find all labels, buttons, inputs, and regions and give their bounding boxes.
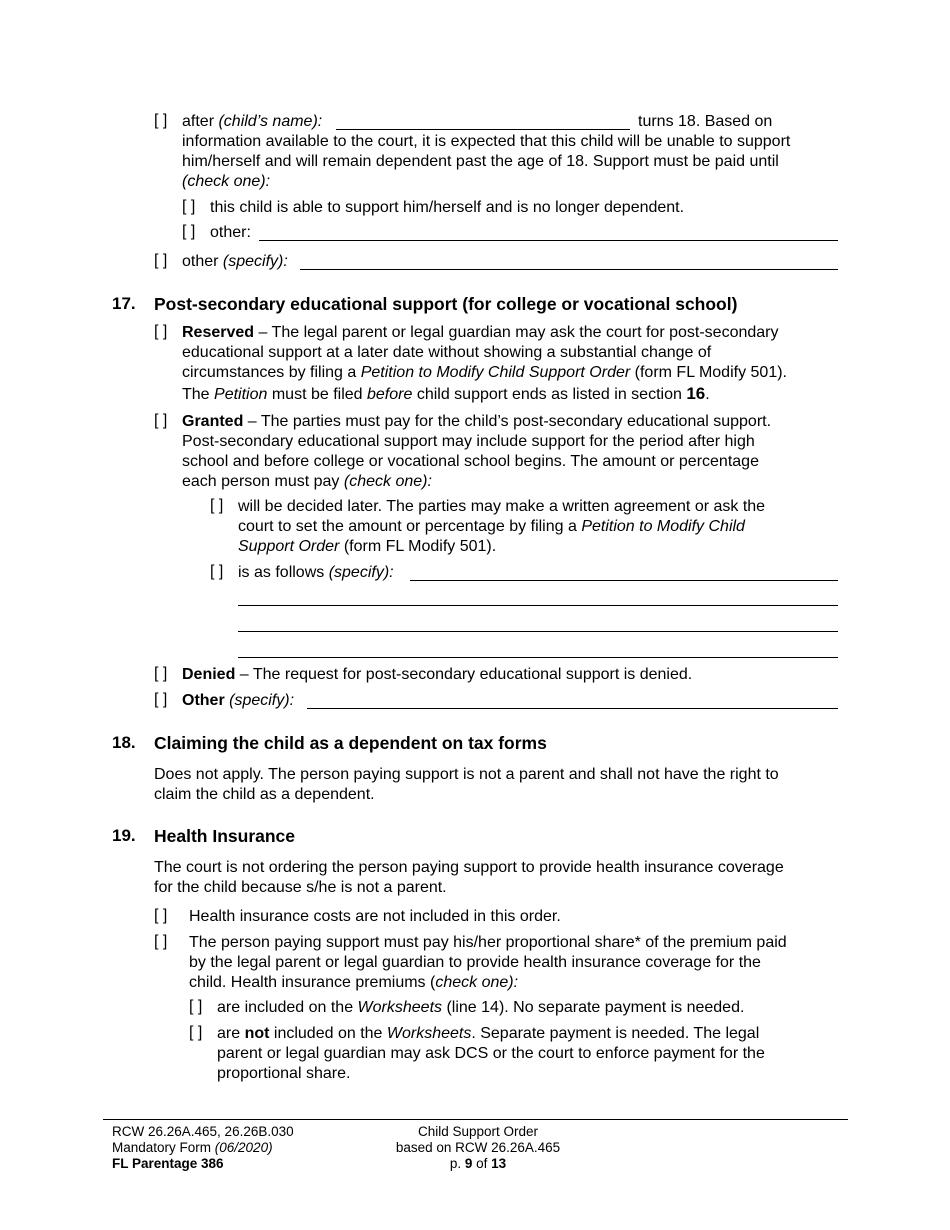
able-support-label: this child is able to support him/herself and is no longer dependent. xyxy=(210,199,685,216)
after-child-line3: him/herself and will remain dependent past the age of 18. Support must be paid until xyxy=(182,153,779,170)
checkbox-other-until[interactable]: [ ] xyxy=(182,223,196,240)
checkbox-able-support[interactable]: [ ] xyxy=(182,198,196,215)
after-child-line2: information available to the court, it is expected that this child will be unable to support xyxy=(182,133,791,150)
granted-line2: Post-secondary educational support may include support for the period after high xyxy=(182,433,755,450)
as-follows-field[interactable] xyxy=(410,580,838,581)
section-18-line2: claim the child as a dependent. xyxy=(154,786,375,803)
section-19-number: 19. xyxy=(112,826,136,845)
reserved-line2: educational support at a later date without showing a substantial change of xyxy=(182,344,712,361)
section-19-para-line1: The court is not ordering the person paying support to provide health insurance coverage xyxy=(154,859,784,876)
checkbox-not-included[interactable]: [ ] xyxy=(154,907,168,924)
as-follows-line-3[interactable] xyxy=(238,631,838,632)
section-18-number: 18. xyxy=(112,733,136,752)
as-follows-line-4[interactable] xyxy=(238,657,838,658)
not-included-ws-line2: parent or legal guardian may ask DCS or the court to enforce payment for the xyxy=(217,1045,765,1062)
checkbox-as-follows[interactable]: [ ] xyxy=(210,563,224,580)
after-child-line1: after (child’s name): xyxy=(182,113,323,130)
checkbox-other-specify[interactable]: [ ] xyxy=(154,252,168,269)
share-line2: by the legal parent or legal guardian to provide health insurance coverage for the xyxy=(189,954,761,971)
section-19-para-line2: for the child because s/he is not a parent. xyxy=(154,879,447,896)
after-child-check-one: (check one): xyxy=(182,173,271,190)
decided-later-line3: Support Order (form FL Modify 501). xyxy=(238,538,497,555)
other-until-field[interactable] xyxy=(259,240,838,241)
not-included-ws-line1: are not included on the Worksheets. Separate payment is needed. The legal xyxy=(217,1025,760,1042)
checkbox-other-17[interactable]: [ ] xyxy=(154,691,168,708)
denied-label: Denied – The request for post-secondary educational support is denied. xyxy=(182,666,693,683)
share-line1: The person paying support must pay his/her proportional share* of the premium paid xyxy=(189,934,787,951)
footer-left: RCW 26.26A.465, 26.26B.030 Mandatory Form (06/2020) FL Parentage 386 xyxy=(112,1124,294,1171)
decided-later-line2: court to set the amount or percentage by filing a Petition to Modify Child xyxy=(238,518,745,535)
footer-center: Child Support Order based on RCW 26.26A.465 p. 9 of 13 xyxy=(395,1124,561,1171)
child-name-field[interactable] xyxy=(336,129,630,130)
other-specify-field[interactable] xyxy=(300,269,838,270)
checkbox-proportional-share[interactable]: [ ] xyxy=(154,933,168,950)
as-follows-line-2[interactable] xyxy=(238,605,838,606)
checkbox-decided-later[interactable]: [ ] xyxy=(210,497,224,514)
other-17-label: Other (specify): xyxy=(182,692,295,709)
as-follows-label: is as follows (specify): xyxy=(238,564,394,581)
section-19-title: Health Insurance xyxy=(154,826,296,846)
not-included-ws-line3: proportional share. xyxy=(217,1065,351,1082)
section-17-number: 17. xyxy=(112,294,136,313)
decided-later-line1: will be decided later. The parties may make a written agreement or ask the xyxy=(238,498,766,515)
checkbox-after-child[interactable]: [ ] xyxy=(154,112,168,129)
checkbox-not-included-worksheets[interactable]: [ ] xyxy=(189,1024,203,1041)
granted-line1: Granted – The parties must pay for the child’s post-secondary educational support. xyxy=(182,413,772,430)
granted-line4: each person must pay (check one): xyxy=(182,473,432,490)
included-worksheets-label: are included on the Worksheets (line 14). No separate payment is needed. xyxy=(217,999,745,1016)
section-17-title: Post-secondary educational support (for college or vocational school) xyxy=(154,294,738,314)
checkbox-granted[interactable]: [ ] xyxy=(154,412,168,429)
section-18-title: Claiming the child as a dependent on tax forms xyxy=(154,733,547,753)
reserved-line4: The Petition must be filed before child support ends as listed in section 16. xyxy=(182,384,710,403)
reserved-line1: Reserved – The legal parent or legal guardian may ask the court for post-secondary xyxy=(182,324,779,341)
other-17-field[interactable] xyxy=(307,708,838,709)
footer-rule xyxy=(103,1119,848,1120)
checkbox-denied[interactable]: [ ] xyxy=(154,665,168,682)
reserved-line3: circumstances by filing a Petition to Modify Child Support Order (form FL Modify 501). xyxy=(182,364,787,381)
granted-line3: school and before college or vocational school begins. The amount or percentage xyxy=(182,453,759,470)
checkbox-reserved[interactable]: [ ] xyxy=(154,323,168,340)
after-child-turns: turns 18. Based on xyxy=(638,113,773,130)
not-included-label: Health insurance costs are not included in this order. xyxy=(189,908,561,925)
other-until-label: other: xyxy=(210,224,251,241)
section-18-line1: Does not apply. The person paying support is not a parent and shall not have the right to xyxy=(154,766,779,783)
checkbox-included-worksheets[interactable]: [ ] xyxy=(189,998,203,1015)
page-number: p. 9 of 13 xyxy=(449,1156,507,1171)
share-line3: child. Health insurance premiums (check one): xyxy=(189,974,519,991)
other-specify-label: other (specify): xyxy=(182,253,288,270)
